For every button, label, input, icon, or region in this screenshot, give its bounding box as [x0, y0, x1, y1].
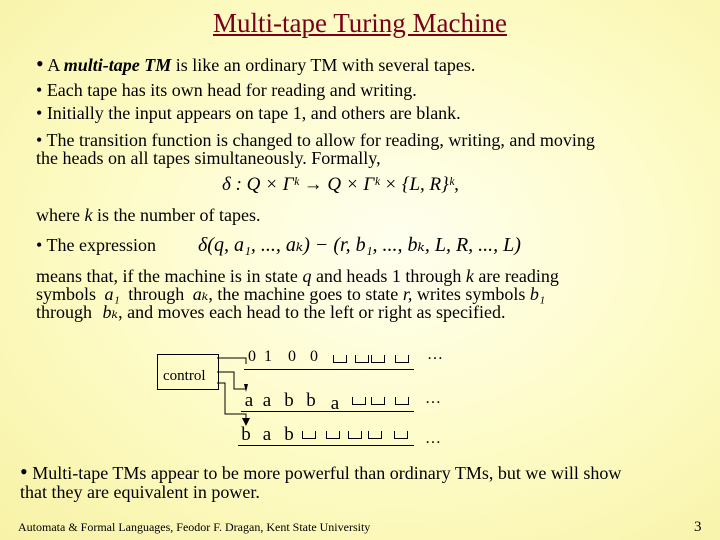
bullet-1-emphasis: multi-tape TM: [63, 55, 172, 75]
bullet-dot: •: [20, 459, 28, 484]
tape-2-cell: b: [284, 390, 294, 411]
where-post: is the number of tapes.: [92, 205, 261, 225]
tape-2: [241, 390, 414, 412]
tape-2-cell: a: [262, 390, 272, 411]
state-r: r,: [402, 284, 413, 304]
head-line-1: [217, 358, 246, 364]
head-line-2: [217, 372, 246, 389]
transition-function-formula: δ : Q × Γᵏ → Q × Γᵏ × {L, R}ᵏ,: [222, 174, 459, 195]
page-number: 3: [694, 519, 702, 535]
tape-1-cell: 0: [288, 348, 296, 365]
expression-label: The expression: [46, 235, 156, 255]
symbol-ak: aₖ: [192, 284, 209, 304]
writes-text: writes symbols: [412, 284, 526, 304]
tape-1: [244, 348, 414, 370]
blank-symbol-icon: [371, 355, 385, 363]
where-pre: where: [36, 205, 85, 225]
blank-symbol-icon: [395, 397, 409, 405]
blank-symbol-icon: [368, 431, 382, 439]
tape-2-cell: a: [244, 390, 254, 411]
tape-3: [238, 424, 414, 446]
where-var: k: [84, 205, 93, 225]
blank-symbol-icon: [355, 355, 369, 363]
bullet-1-pre: A: [47, 55, 64, 75]
bullet-1-post: is like an ordinary TM with several tapes.: [171, 55, 476, 75]
last-bullet: [20, 459, 622, 484]
symbol-bk: bₖ: [102, 302, 119, 322]
blank-symbol-icon: [326, 431, 340, 439]
bullet-2-text: Each tape has its own head for reading and writing.: [46, 80, 417, 100]
tape-1-ellipsis: …: [427, 346, 443, 363]
tape-2-cell: a: [330, 393, 340, 414]
bullet-3-text: Initially the input appears on tape 1, and others are blank.: [46, 103, 461, 123]
means-mid: and heads 1 through: [311, 266, 466, 286]
moves-text: , and moves each head to the left or right as specified.: [118, 302, 506, 322]
bullet-4-line1: The transition function is changed to allow for reading, writing, and moving: [46, 130, 595, 150]
tape-3-cell: a: [262, 424, 272, 445]
last-bullet-line1: Multi-tape TMs appear to be more powerful than ordinary TMs, but we will show: [32, 463, 622, 483]
last-bullet-line2: that they are equivalent in power.: [20, 482, 260, 502]
blank-symbol-icon: [348, 431, 362, 439]
slide-title: Multi-tape Turing Machine: [213, 8, 507, 38]
bullet-dot: •: [36, 103, 43, 123]
bullet-dot: •: [36, 235, 43, 255]
symbols-word: symbols: [36, 284, 97, 304]
tape-3-cell: b: [284, 424, 294, 445]
means-pre: means that, if the machine is in state: [36, 266, 303, 286]
through-word-2: through: [36, 302, 92, 322]
blank-symbol-icon: [352, 397, 366, 405]
means-q: q: [302, 266, 312, 286]
tape-3-cell: b: [241, 424, 251, 445]
control-label: control: [163, 368, 206, 384]
symbol-b1: b₁: [529, 284, 546, 304]
means-k: k: [465, 266, 474, 286]
tape-1-line: [244, 369, 414, 370]
blank-symbol-icon: [394, 431, 408, 439]
blank-symbol-icon: [395, 355, 409, 363]
tape-1-cell: 1: [264, 348, 272, 365]
bullet-4-line2: the heads on all tapes simultaneously. Formally,: [36, 148, 381, 168]
expression-formula: δ(q, a₁, ..., aₖ) − (r, b₁, ..., bₖ, L, R, ..., L): [198, 234, 521, 256]
tape-3-ellipsis: …: [425, 430, 441, 447]
tape-1-cell: 0: [310, 348, 318, 365]
tape-2-cell: b: [306, 390, 316, 411]
bullet-dot: •: [36, 51, 44, 76]
blank-symbol-icon: [371, 397, 385, 405]
blank-symbol-icon: [333, 355, 347, 363]
bullet-dot: •: [36, 130, 43, 150]
tape-2-ellipsis: …: [425, 390, 441, 407]
blank-symbol-icon: [302, 431, 316, 439]
tape-1-cell: 0: [248, 348, 256, 365]
means-post: are reading: [473, 266, 559, 286]
symbol-a1: a₁: [104, 284, 120, 304]
goes-to-text: , the machine goes to state: [208, 284, 403, 304]
footer: Automata & Formal Languages, Feodor F. Dragan, Kent State University: [18, 520, 371, 534]
through-word: through: [128, 284, 185, 304]
bullet-dot: •: [36, 80, 43, 100]
